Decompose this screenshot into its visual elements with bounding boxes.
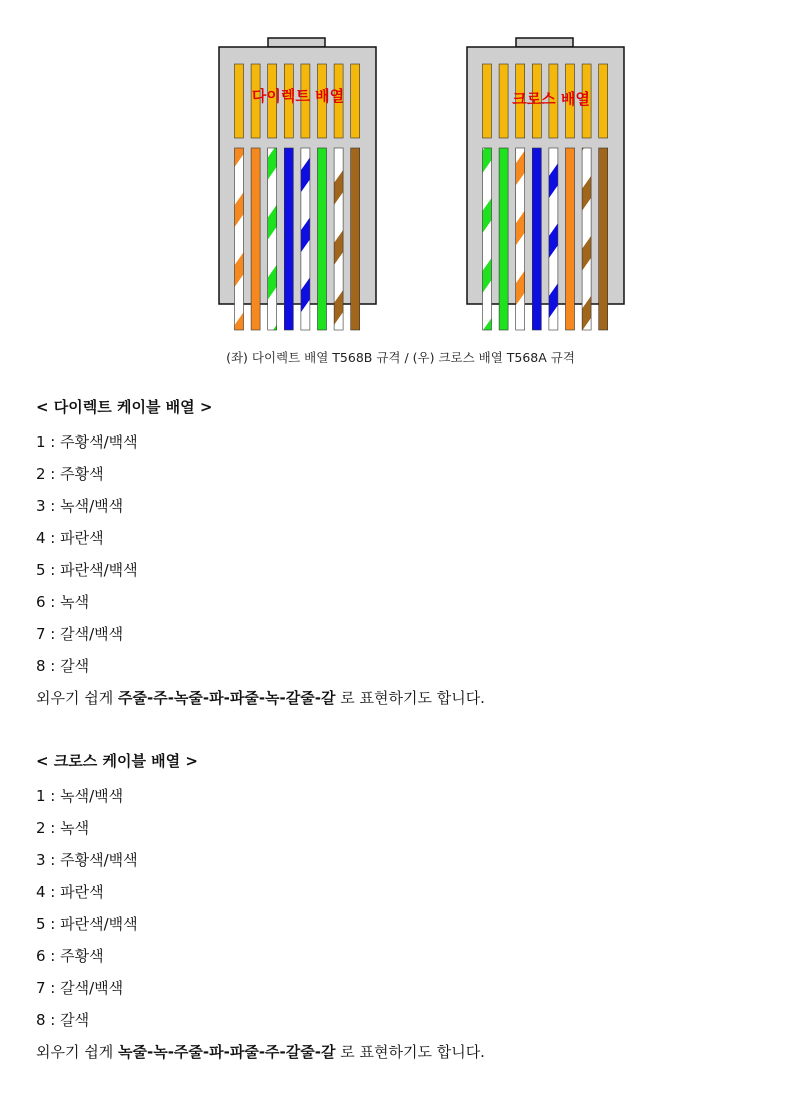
content bbox=[36, 394, 776, 1068]
right-wire-2-green bbox=[499, 148, 508, 330]
direct-section-title: < 다이렉트 케이블 배열 > bbox=[36, 398, 213, 416]
cross-mnemonic-prefix: 외우기 쉽게 bbox=[36, 1043, 118, 1061]
left-wire-4-blue bbox=[284, 148, 293, 330]
direct-mnemonic-sequence: 주줄-주-녹줄-파-파줄-녹-갈줄-갈 bbox=[118, 689, 336, 707]
right-wire-5-white-blue bbox=[549, 148, 558, 330]
cross-line-3: 3 : 주황색/백색 bbox=[36, 851, 138, 869]
cross-section-title: < 크로스 케이블 배열 > bbox=[36, 752, 198, 770]
direct-line-5: 5 : 파란색/백색 bbox=[36, 561, 138, 579]
left-wire-1-white-orange bbox=[235, 148, 244, 330]
direct-line-4: 4 : 파란색 bbox=[36, 529, 104, 547]
right-connector bbox=[467, 38, 624, 330]
right-wire-7-white-brown bbox=[582, 148, 591, 330]
right-wire-8-brown bbox=[599, 148, 608, 330]
left-wire-2-orange bbox=[251, 148, 260, 330]
right-connector-label: 크로스 배열 bbox=[512, 90, 590, 108]
diagram-caption: (좌) 다이렉트 배열 T568B 규격 / (우) 크로스 배열 T568A 규격 bbox=[226, 350, 575, 365]
right-wire-4-blue bbox=[532, 148, 541, 330]
cross-line-4: 4 : 파란색 bbox=[36, 883, 104, 901]
direct-line-2: 2 : 주황색 bbox=[36, 465, 104, 483]
cross-line-6: 6 : 주황색 bbox=[36, 947, 104, 965]
direct-line-6: 6 : 녹색 bbox=[36, 593, 90, 611]
direct-mnemonic-suffix: 로 표현하기도 합니다. bbox=[335, 689, 485, 707]
left-connector-latch bbox=[268, 38, 325, 47]
left-pin-1 bbox=[235, 64, 244, 138]
right-wire-6-orange bbox=[566, 148, 575, 330]
direct-mnemonic bbox=[36, 682, 776, 714]
cross-mnemonic-suffix: 로 표현하기도 합니다. bbox=[335, 1043, 485, 1061]
right-connector-latch bbox=[516, 38, 573, 47]
left-wire-5-white-blue bbox=[301, 148, 310, 330]
left-wire-8-brown bbox=[351, 148, 360, 330]
direct-line-7: 7 : 갈색/백색 bbox=[36, 625, 124, 643]
left-wire-3-white-green bbox=[268, 148, 277, 330]
direct-line-1: 1 : 주황색/백색 bbox=[36, 433, 138, 451]
direct-line-3: 3 : 녹색/백색 bbox=[36, 497, 124, 515]
cross-line-8: 8 : 갈색 bbox=[36, 1011, 90, 1029]
rj45-diagram bbox=[0, 0, 801, 345]
cross-line-7: 7 : 갈색/백색 bbox=[36, 979, 124, 997]
direct-mnemonic-prefix: 외우기 쉽게 bbox=[36, 689, 118, 707]
cross-line-2: 2 : 녹색 bbox=[36, 819, 90, 837]
cross-line-1: 1 : 녹색/백색 bbox=[36, 787, 124, 805]
cross-mnemonic-sequence: 녹줄-녹-주줄-파-파줄-주-갈줄-갈 bbox=[118, 1043, 336, 1061]
right-pin-8 bbox=[599, 64, 608, 138]
direct-line-8: 8 : 갈색 bbox=[36, 657, 90, 675]
left-wire-7-white-brown bbox=[334, 148, 343, 330]
left-connector bbox=[219, 38, 376, 330]
left-wire-6-green bbox=[318, 148, 327, 330]
right-wire-3-white-orange bbox=[516, 148, 525, 330]
cross-line-5: 5 : 파란색/백색 bbox=[36, 915, 138, 933]
right-pin-2 bbox=[499, 64, 508, 138]
cross-mnemonic bbox=[36, 1036, 776, 1068]
right-pin-1 bbox=[483, 64, 492, 138]
right-wire-1-white-green bbox=[483, 148, 492, 330]
section-spacer bbox=[36, 714, 776, 748]
left-pin-8 bbox=[351, 64, 360, 138]
left-connector-label: 다이렉트 배열 bbox=[251, 87, 345, 105]
